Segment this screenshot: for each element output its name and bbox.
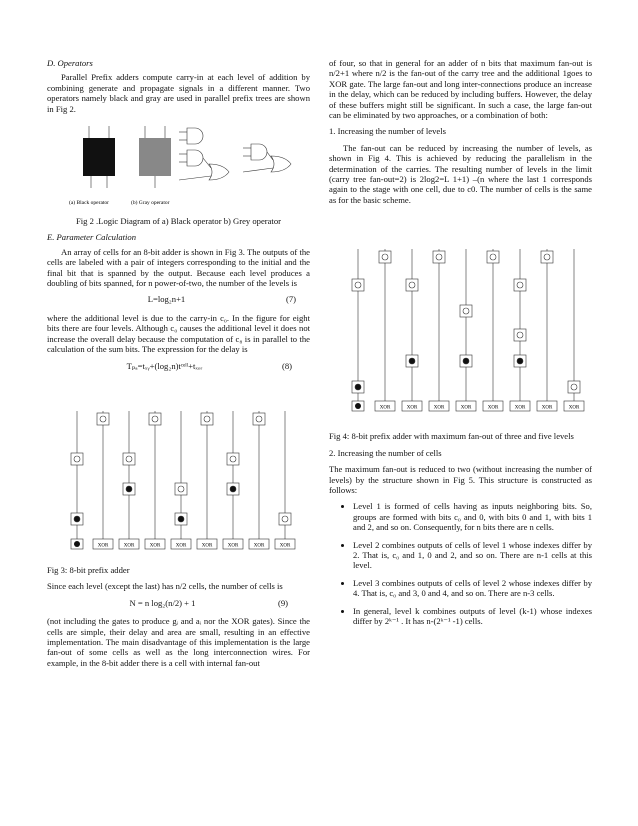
white-operator-icon [126,456,132,462]
figure-3-prefix-adder [59,379,299,561]
list-heading-2: 2. Increasing the number of cells [329,447,442,458]
xor-label: XOR [568,405,579,411]
white-operator-icon [382,254,388,260]
black-operator-icon [74,516,80,522]
xor-label: XOR [279,543,290,549]
equation-9-body: N = n log₂(n/2) + 1 [129,597,196,608]
paragraph-operators: Parallel Prefix adders compute carry-in at each level of addition by combining generate and propagate signals in a different manner. Two operators namely black and gray are used in parallel prefix trees are shown in Fig 2. [47,72,310,114]
figure-4-caption: Fig 4: 8-bit prefix adder with maximum fan-out of three and five levels [329,431,574,442]
equation-9 [47,598,310,608]
xor-label: XOR [175,543,186,549]
black-operator-box [83,138,115,176]
xor-label: XOR [379,405,390,411]
paragraph-where: where the additional level is due to the carry-in c₀. In the figure for eight bits there are four levels. Although c₀ causes the additional level it does not increase the overall delay because the computation of c₈ is in parallel to the calculation of the sum bits. The expression for the delay is [47,312,310,355]
fig2-label-a: (a) Black operator [68,200,109,207]
carry-dot-icon [74,541,80,547]
figure-4-prefix-adder [336,211,586,427]
equation-8-body: Tₚₐ=tₓᵧ+(log₂n)tᶜᵉˡˡ+tₓₒᵣ [126,360,203,371]
white-operator-icon [256,416,262,422]
list-item: • Level 3 combines outputs of cells of level 2 whose indexes differ by 4. That is, c₀ and 3, 0 and 4, and so on. There are n-3 cells. [353,578,592,599]
xor-label: XOR [514,405,525,411]
fig2-label-b: (b) Gray operator [130,200,169,207]
list-item: • In general, level k combines outputs of level (k-1) whose indexes differ by 2ᵏ⁻¹ . It has n-(2ᵏ⁻¹ -1) cells. [353,606,592,627]
xor-label: XOR [433,405,444,411]
figure-3-caption: Fig 3: 8-bit prefix adder [47,564,130,575]
black-operator-icon [230,486,236,492]
list-heading-1: 1. Increasing the number of levels [329,126,446,137]
white-operator-icon [282,516,288,522]
black-operator-icon [126,486,132,492]
carry-dot-icon [355,403,361,409]
xor-label: XOR [201,543,212,549]
figure-2-operators [59,120,299,212]
white-operator-icon [409,282,415,288]
white-operator-icon [178,486,184,492]
black-operator-icon [463,358,469,364]
list-item: • Level 1 is formed of cells having as inputs neighboring bits. So, groups are formed with bits c₀ and 0, with bits 0 and 1, with bits 1 and 2, and so on. Consequently, for n bits there are n cells. [353,501,592,532]
paragraph-max-fanout: The maximum fan-out is reduced to two (without increasing the number of levels) by the structure shown in Fig 5. This structure is constructed as follows: [329,464,592,495]
xor-label: XOR [149,543,160,549]
equation-7 [47,294,310,304]
section-heading-parameter: E. Parameter Calculation [47,232,137,243]
white-operator-icon [544,254,550,260]
white-operator-icon [230,456,236,462]
paragraph-not-including: (not including the gates to produce gᵢ and aᵢ nor the XOR gates). Since the cells are simple, their delay and area are small, resulting in an effective implementation. The main disadvantage of this implementation is the large fan-out of some cells as well as the long interconnection wires. For example, in the 8-bit adder there is a cell with internal fan-out [47,616,310,668]
white-operator-icon [436,254,442,260]
white-operator-icon [463,308,469,314]
white-operator-icon [571,384,577,390]
black-operator-icon [409,358,415,364]
equation-8 [47,361,310,371]
black-operator-icon [355,384,361,390]
figure-2-caption: Fig 2 .Logic Diagram of a) Black operator b) Grey operator [76,216,281,227]
right-column [329,58,592,633]
left-column [47,58,310,674]
equation-9-number: (9) [277,597,288,608]
construction-list [329,501,592,626]
white-operator-icon [517,282,523,288]
list-item: • Level 2 combines outputs of cells of level 1 whose indexes differ by 2. That is, c₀ and 1, 0 and 2, and so on. There are n-1 cells at this level. [353,540,592,571]
black-operator-icon [517,358,523,364]
equation-7-body: L=log₂n+1 [147,294,186,305]
xor-label: XOR [460,405,471,411]
xor-label: XOR [227,543,238,549]
paragraph-fanout-cont: of four, so that in general for an adder of n bits that maximum fan-out is n/2+1 where n/2 is the fan-out of the carry tree and the additional 1goes to XOR gate. The large fan-out and long inter-connections produce an increase in the delay, which can be reduced by including buffers. However, the delay of these buffers might still be significant. In such a case, the large fan-out can be eliminated by two approaches, or a combination of both: [329,58,592,121]
xor-label: XOR [97,543,108,549]
white-operator-icon [517,332,523,338]
equation-8-number: (8) [281,360,292,371]
white-operator-icon [204,416,210,422]
section-heading-operators: D. Operators [47,58,93,68]
xor-label: XOR [253,543,264,549]
xor-label: XOR [406,405,417,411]
equation-7-number: (7) [285,294,296,305]
gray-operator-box [139,138,171,176]
paragraph-cells: Since each level (except the last) has n/2 cells, the number of cells is [47,581,283,592]
white-operator-icon [490,254,496,260]
paragraph-fanout-levels: The fan-out can be reduced by increasing the number of levels, as shown in Fig 4. This is achieved by reducing the parallelism in the determination of the carries. The resulting number of levels in the limit (carry tree fan-out=2) is 2log2=L 1+1) –(n where the last 1 corresponds again to the stage with one cell, due to c0. The number of cells is the same as for the basic scheme. [329,142,592,205]
paragraph-array: An array of cells for an 8-bit adder is shown in Fig 3. The outputs of the cells are labeled with a pair of integers corresponding to the initial and the final bit that is spanned by the output. Because each level produces a doubling of bits spanned, for n power-of-two, the number of the levels is [47,246,310,289]
white-operator-icon [152,416,158,422]
white-operator-icon [100,416,106,422]
white-operator-icon [74,456,80,462]
white-operator-icon [355,282,361,288]
black-operator-icon [178,516,184,522]
xor-label: XOR [487,405,498,411]
xor-label: XOR [123,543,134,549]
xor-label: XOR [541,405,552,411]
